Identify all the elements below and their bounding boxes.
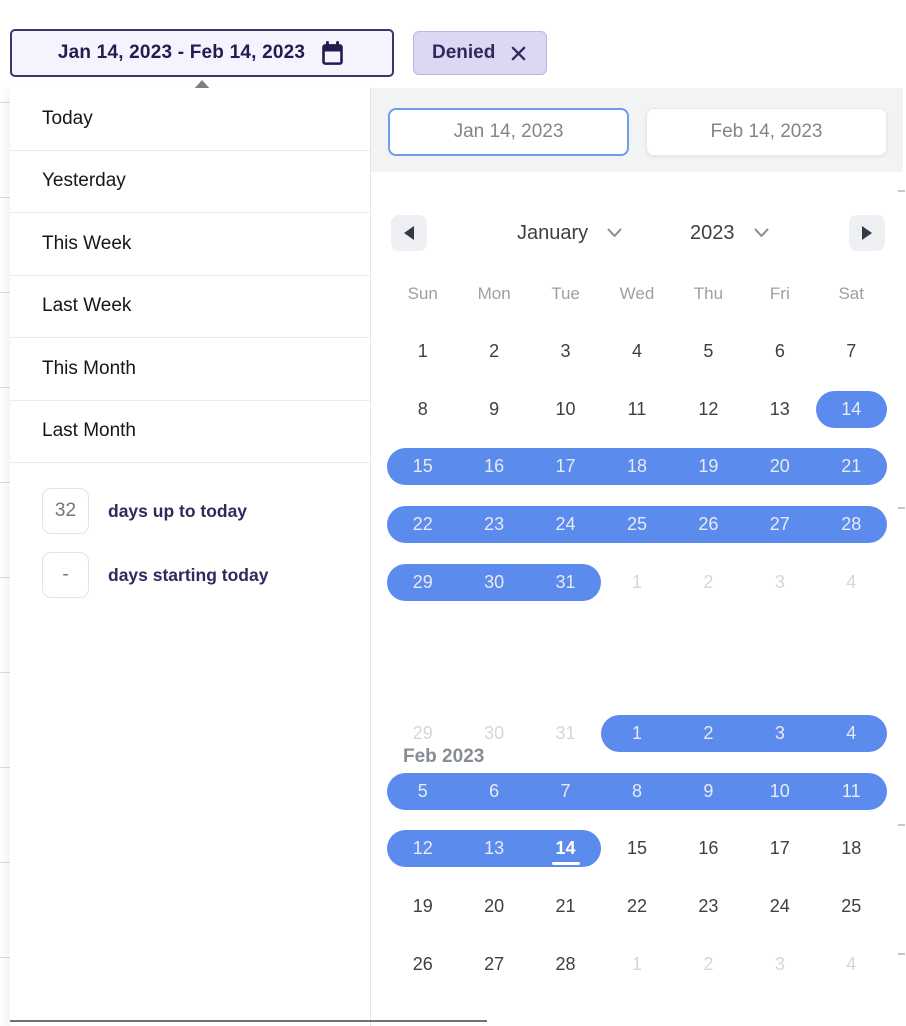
calendar-panel [371, 88, 903, 1026]
day-cell-24[interactable]: 24 [769, 896, 790, 917]
day-cell-24[interactable]: 24 [555, 514, 576, 535]
week-row [387, 705, 887, 763]
close-icon[interactable] [509, 44, 528, 63]
weekday-sun: Sun [407, 284, 438, 303]
day-cell-20[interactable]: 20 [484, 896, 505, 917]
days-count-input-1[interactable]: - [42, 552, 89, 598]
day-cell-2[interactable]: 2 [489, 341, 500, 362]
day-cell-31[interactable]: 31 [555, 571, 576, 592]
day-cell-19[interactable]: 19 [412, 896, 433, 917]
background-row-divider [898, 507, 905, 509]
background-row-divider [0, 482, 10, 483]
custom-days-row-0 [42, 488, 370, 534]
day-cell-1[interactable]: 1 [631, 723, 642, 744]
week-row [387, 438, 887, 496]
day-cell-26[interactable]: 26 [698, 514, 719, 535]
day-cell-26[interactable]: 26 [412, 953, 433, 974]
day-cell-18[interactable]: 18 [626, 456, 647, 477]
chevron-down-icon [607, 228, 622, 238]
day-cell-12[interactable]: 12 [412, 838, 433, 859]
second-month-label: Feb 2023 [403, 746, 485, 767]
background-row-divider [0, 577, 10, 578]
triangle-right-icon [862, 226, 872, 240]
background-row-divider [0, 957, 10, 958]
weekday-tue: Tue [551, 284, 580, 303]
day-cell-5[interactable]: 5 [703, 341, 714, 362]
day-cell-20[interactable]: 20 [769, 456, 790, 477]
day-cell-11[interactable]: 11 [627, 398, 647, 419]
background-row-divider [0, 102, 10, 103]
day-cell-11[interactable]: 11 [841, 780, 861, 801]
day-cell-4[interactable]: 4 [846, 723, 857, 744]
day-cell-17[interactable]: 17 [555, 456, 576, 477]
day-cell-5[interactable]: 5 [417, 780, 428, 801]
background-row-divider [898, 190, 905, 192]
year-select[interactable] [690, 215, 769, 251]
background-row-divider [0, 387, 10, 388]
days-label-0: days up to today [108, 500, 248, 521]
day-cell-22[interactable]: 22 [412, 514, 433, 535]
next-month-button[interactable] [849, 215, 885, 251]
day-cell-30[interactable]: 30 [484, 723, 505, 744]
start-date-input[interactable] [388, 108, 629, 156]
preset-item-last-week[interactable]: Last Week [10, 276, 370, 339]
day-cell-23[interactable]: 23 [698, 896, 719, 917]
day-cell-29[interactable]: 29 [412, 723, 433, 744]
day-cell-6[interactable]: 6 [489, 780, 500, 801]
year-select-value: 2023 [690, 221, 735, 244]
day-cell-7[interactable]: 7 [560, 780, 571, 801]
day-cell-22[interactable]: 22 [626, 896, 647, 917]
day-cell-2[interactable]: 2 [703, 723, 714, 744]
day-cell-31[interactable]: 31 [555, 723, 576, 744]
previous-month-button[interactable] [391, 215, 427, 251]
day-cell-3[interactable]: 3 [774, 953, 785, 974]
day-cell-17[interactable]: 17 [769, 838, 790, 859]
day-cell-18[interactable]: 18 [841, 838, 862, 859]
weekday-fri: Fri [769, 284, 790, 303]
day-cell-9[interactable]: 9 [489, 398, 500, 419]
date-range-button[interactable] [10, 29, 394, 77]
week-row [387, 878, 887, 936]
preset-list [10, 88, 370, 463]
preset-item-this-month[interactable]: This Month [10, 338, 370, 401]
day-cell-6[interactable]: 6 [774, 341, 785, 362]
day-cell-7[interactable]: 7 [846, 341, 857, 362]
weekday-wed: Wed [619, 284, 655, 303]
day-cell-4[interactable]: 4 [846, 571, 857, 592]
day-cell-23[interactable]: 23 [484, 514, 505, 535]
day-cell-13[interactable]: 13 [769, 398, 790, 419]
january-grid [387, 323, 887, 611]
day-cell-8[interactable]: 8 [417, 398, 428, 419]
week-row [387, 381, 887, 439]
denied-filter-chip[interactable] [413, 31, 547, 75]
background-row-divider [898, 824, 905, 826]
weekday-header-row [387, 284, 887, 304]
custom-days-row-1 [42, 552, 370, 598]
month-select-value: January [517, 221, 589, 244]
day-cell-28[interactable]: 28 [841, 514, 862, 535]
background-row-divider [0, 197, 10, 198]
background-row-divider [898, 953, 905, 955]
chevron-down-icon [754, 228, 769, 238]
background-row-divider [0, 672, 10, 673]
preset-item-last-month[interactable]: Last Month [10, 401, 370, 464]
day-cell-16[interactable]: 16 [698, 838, 719, 859]
background-row-divider [0, 862, 10, 863]
day-cell-21[interactable]: 21 [555, 896, 576, 917]
day-cell-21[interactable]: 21 [841, 456, 862, 477]
day-cell-4[interactable]: 4 [846, 953, 857, 974]
popover-bottom-edge [10, 1020, 487, 1022]
day-cell-15[interactable]: 15 [626, 838, 647, 859]
preset-item-today[interactable]: Today [10, 88, 370, 151]
week-row [387, 763, 887, 821]
custom-days [10, 488, 370, 598]
denied-chip-label: Denied [432, 42, 496, 63]
day-cell-2[interactable]: 2 [703, 953, 714, 974]
day-cell-16[interactable]: 16 [484, 456, 505, 477]
background-page-left-edge [0, 88, 10, 1026]
end-date-input[interactable] [646, 108, 887, 156]
day-cell-14[interactable]: 14 [841, 398, 862, 419]
days-count-input-0[interactable]: 32 [42, 488, 89, 534]
day-cell-4[interactable]: 4 [631, 341, 642, 362]
week-row [387, 553, 887, 611]
day-cell-1[interactable]: 1 [631, 571, 642, 592]
calendar-icon [319, 40, 346, 67]
day-cell-28[interactable]: 28 [555, 953, 576, 974]
day-cell-3[interactable]: 3 [560, 341, 571, 362]
day-cell-9[interactable]: 9 [703, 780, 714, 801]
day-cell-19[interactable]: 19 [698, 456, 719, 477]
day-cell-25[interactable]: 25 [841, 896, 862, 917]
background-row-divider [0, 292, 10, 293]
preset-item-this-week[interactable]: This Week [10, 213, 370, 276]
february-grid [387, 705, 887, 993]
day-cell-27[interactable]: 27 [484, 953, 505, 974]
background-row-divider [0, 767, 10, 768]
weekday-sat: Sat [838, 284, 864, 303]
day-cell-12[interactable]: 12 [698, 398, 719, 419]
week-row [387, 820, 887, 878]
weekday-mon: Mon [477, 284, 511, 303]
day-cell-1[interactable]: 1 [631, 953, 642, 974]
day-cell-3[interactable]: 3 [774, 571, 785, 592]
presets-panel [10, 88, 371, 1026]
day-cell-27[interactable]: 27 [769, 514, 790, 535]
day-cell-14[interactable]: 14 [530, 820, 601, 878]
day-cell-10[interactable]: 10 [769, 780, 790, 801]
preset-item-yesterday[interactable]: Yesterday [10, 151, 370, 214]
day-cell-10[interactable]: 10 [555, 398, 576, 419]
day-cell-2[interactable]: 2 [703, 571, 714, 592]
week-row [387, 323, 887, 381]
day-cell-15[interactable]: 15 [412, 456, 433, 477]
day-cell-25[interactable]: 25 [626, 514, 647, 535]
day-cell-3[interactable]: 3 [774, 723, 785, 744]
calendar-nav [371, 215, 903, 251]
day-cell-13[interactable]: 13 [484, 838, 505, 859]
day-cell-30[interactable]: 30 [484, 571, 505, 592]
day-cell-1[interactable]: 1 [417, 341, 428, 362]
days-label-1: days starting today [108, 564, 269, 585]
week-row [387, 935, 887, 993]
weekday-thu: Thu [693, 284, 724, 303]
triangle-left-icon [404, 226, 414, 240]
week-row [387, 496, 887, 554]
day-cell-29[interactable]: 29 [412, 571, 433, 592]
date-range-label: Jan 14, 2023 - Feb 14, 2023 [57, 42, 306, 63]
month-select[interactable] [517, 215, 622, 251]
day-cell-8[interactable]: 8 [631, 780, 642, 801]
